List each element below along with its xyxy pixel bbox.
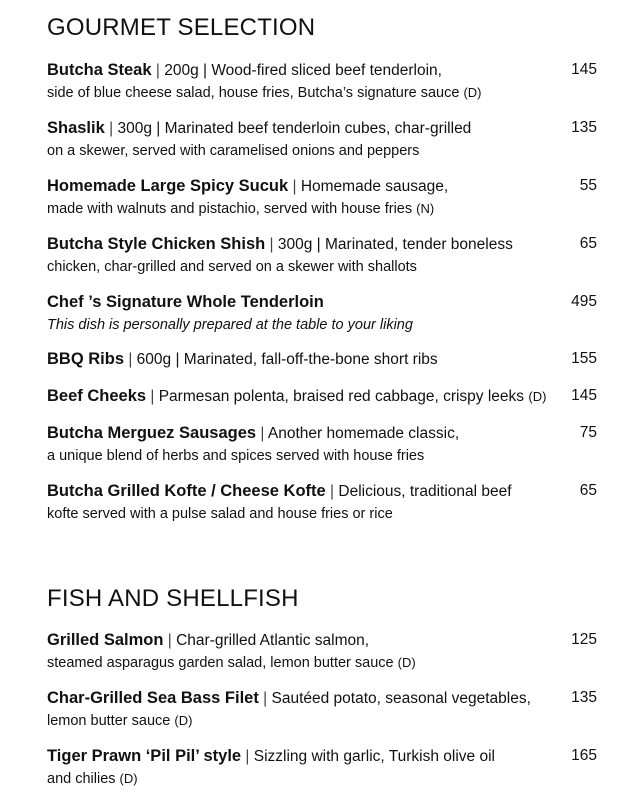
item-desc: a unique blend of herbs and spices served with house fries bbox=[47, 448, 425, 464]
menu-item-bbq-ribs: BBQ Ribs | 600g | Marinated, fall-off-the-bone short ribs 155 bbox=[47, 350, 597, 368]
dietary-tag: (D) bbox=[463, 85, 482, 100]
item-desc: made with walnuts and pistachio, served with house fries bbox=[47, 201, 413, 217]
section-title-gourmet: GOURMET SELECTION bbox=[47, 14, 316, 41]
item-price: 65 bbox=[579, 482, 597, 499]
item-desc: lemon butter sauce bbox=[47, 713, 171, 729]
item-name: Shaslik bbox=[47, 119, 105, 137]
menu-item-chicken-shish: Butcha Style Chicken Shish | 300g | Marinated, tender boneless chicken, char-grilled and served on a skewer with shallots 65 bbox=[47, 235, 597, 275]
section-title-fish: FISH AND SHELLFISH bbox=[47, 585, 299, 612]
item-price: 65 bbox=[579, 235, 597, 252]
item-name: Butcha Style Chicken Shish bbox=[47, 235, 266, 253]
item-name: Grilled Salmon bbox=[47, 631, 164, 649]
item-name: Butcha Grilled Kofte / Cheese Kofte bbox=[47, 482, 326, 500]
item-desc: chicken, char-grilled and served on a skewer with shallots bbox=[47, 259, 417, 275]
item-desc: kofte served with a pulse salad and house fries or rice bbox=[47, 506, 393, 522]
item-desc: Delicious, traditional beef bbox=[338, 483, 512, 500]
item-name: BBQ Ribs bbox=[47, 350, 125, 368]
item-name: Butcha Steak bbox=[47, 61, 152, 79]
item-desc: 200g | Wood-fired sliced beef tenderloin, bbox=[164, 62, 442, 79]
menu-item-sea-bass: Char-Grilled Sea Bass Filet | Sautéed potato, seasonal vegetables, lemon butter sauce (D) 135 bbox=[47, 689, 597, 729]
item-name: Tiger Prawn ‘Pil Pil’ style bbox=[47, 747, 242, 765]
item-price: 55 bbox=[579, 177, 597, 194]
item-note: This dish is personally prepared at the table to your liking bbox=[47, 317, 413, 333]
item-desc: 300g | Marinated, tender boneless bbox=[277, 236, 513, 253]
item-price: 135 bbox=[571, 119, 597, 136]
menu-item-grilled-salmon: Grilled Salmon | Char-grilled Atlantic salmon, steamed asparagus garden salad, lemon butter sauce (D) 125 bbox=[47, 631, 597, 671]
item-desc: Sautéed potato, seasonal vegetables, bbox=[271, 690, 531, 707]
menu-item-tiger-prawn: Tiger Prawn ‘Pil Pil’ style | Sizzling with garlic, Turkish olive oil and chilies (D) 165 bbox=[47, 747, 597, 787]
menu-item-shaslik: Shaslik | 300g | Marinated beef tenderloin cubes, char-grilled on a skewer, served with caramelised onions and peppers 135 bbox=[47, 119, 597, 159]
item-price: 125 bbox=[571, 631, 597, 648]
menu-item-merguez-sausages: Butcha Merguez Sausages | Another homemade classic, a unique blend of herbs and spices served with house fries 75 bbox=[47, 424, 597, 464]
item-desc: Sizzling with garlic, Turkish olive oil bbox=[253, 748, 495, 765]
item-desc: side of blue cheese salad, house fries, Butcha’s signature sauce bbox=[47, 85, 460, 101]
item-price: 165 bbox=[571, 747, 597, 764]
item-desc: Parmesan polenta, braised red cabbage, crispy leeks bbox=[158, 388, 525, 405]
item-price: 145 bbox=[571, 61, 597, 78]
dietary-tag: (D) bbox=[174, 713, 193, 728]
dietary-tag: (D) bbox=[528, 389, 547, 404]
item-name: Chef ’s Signature Whole Tenderloin bbox=[47, 293, 324, 311]
menu-item-grilled-kofte: Butcha Grilled Kofte / Cheese Kofte | Delicious, traditional beef kofte served with a pulse salad and house fries or rice 65 bbox=[47, 482, 597, 522]
item-name: Butcha Merguez Sausages bbox=[47, 424, 257, 442]
item-desc: and chilies bbox=[47, 771, 116, 787]
item-price: 495 bbox=[571, 293, 597, 310]
item-desc: 300g | Marinated beef tenderloin cubes, char-grilled bbox=[117, 120, 472, 137]
menu-item-butcha-steak: Butcha Steak | 200g | Wood-fired sliced beef tenderloin, side of blue cheese salad, house fries, Butcha’s signature sauce (D) 145 bbox=[47, 61, 597, 101]
menu-item-beef-cheeks: Beef Cheeks | Parmesan polenta, braised red cabbage, crispy leeks (D) 145 bbox=[47, 387, 597, 405]
dietary-tag: (D) bbox=[397, 655, 416, 670]
item-name: Char-Grilled Sea Bass Filet bbox=[47, 689, 259, 707]
item-desc: 600g | Marinated, fall-off-the-bone short ribs bbox=[136, 351, 438, 368]
item-name: Homemade Large Spicy Sucuk bbox=[47, 177, 289, 195]
item-desc: Homemade sausage, bbox=[300, 178, 449, 195]
item-price: 155 bbox=[571, 350, 597, 367]
dietary-tag: (N) bbox=[416, 201, 435, 216]
menu-item-whole-tenderloin bbox=[47, 292, 597, 335]
dietary-tag: (D) bbox=[119, 771, 138, 786]
item-price: 135 bbox=[571, 689, 597, 706]
item-desc: on a skewer, served with caramelised onions and peppers bbox=[47, 143, 420, 159]
item-name: Beef Cheeks bbox=[47, 387, 147, 405]
item-desc: Char-grilled Atlantic salmon, bbox=[176, 632, 370, 649]
menu-item-spicy-sucuk: Homemade Large Spicy Sucuk | Homemade sausage, made with walnuts and pistachio, served with house fries (N) 55 bbox=[47, 177, 597, 217]
item-desc: steamed asparagus garden salad, lemon butter sauce bbox=[47, 655, 394, 671]
item-price: 75 bbox=[579, 424, 597, 441]
item-desc: Another homemade classic, bbox=[267, 425, 460, 442]
item-price: 145 bbox=[571, 387, 597, 404]
